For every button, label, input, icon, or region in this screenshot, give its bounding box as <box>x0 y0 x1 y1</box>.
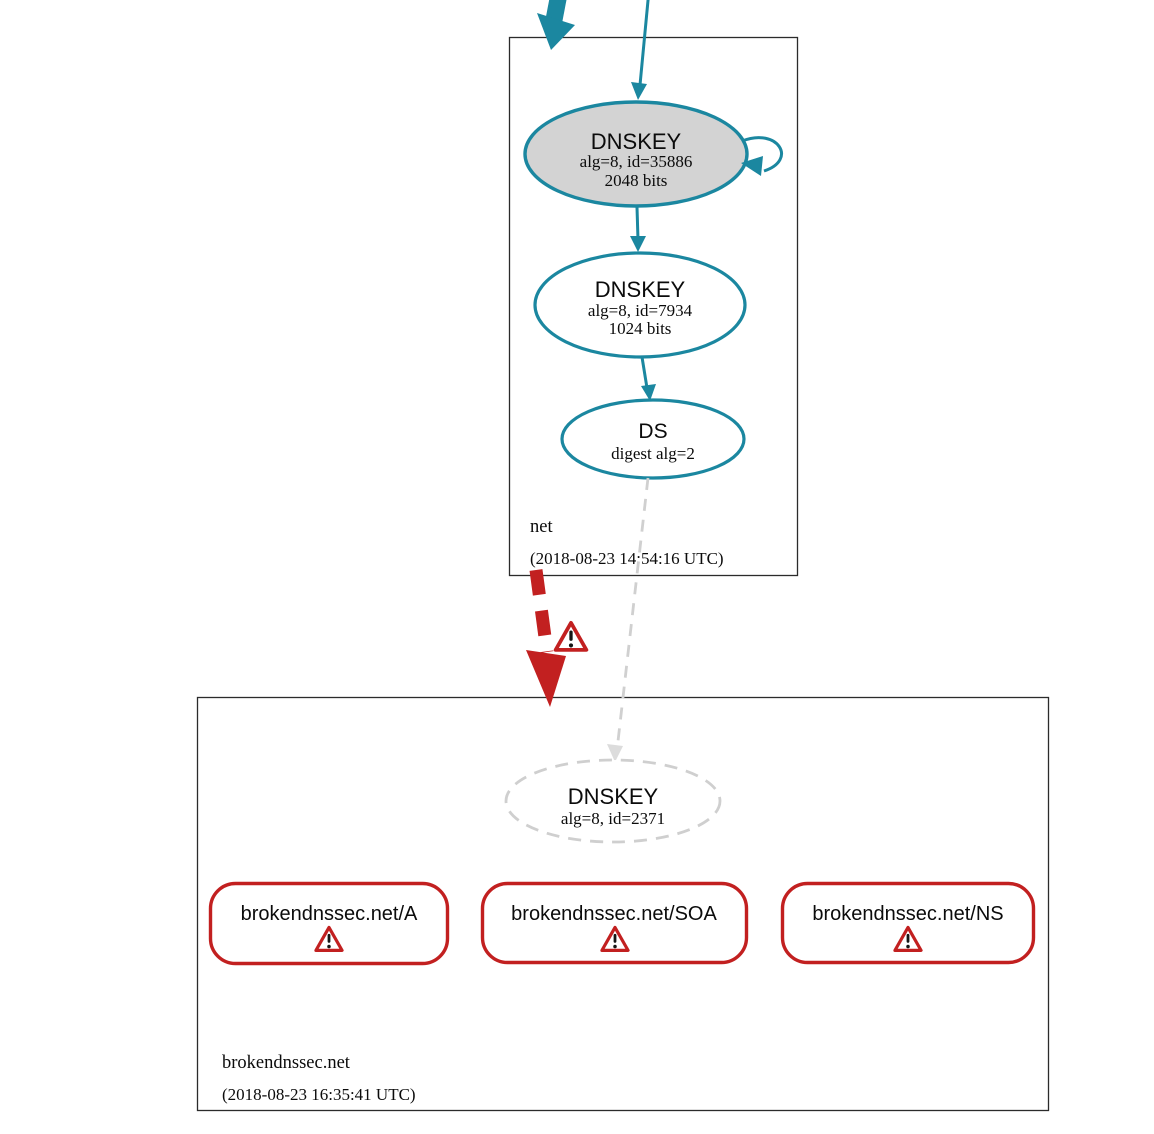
zone-label-net: net <box>530 517 553 537</box>
zsk-detail-bits: 1024 bits <box>608 319 672 338</box>
rrset-a-label: brokendnssec.net/A <box>240 903 418 925</box>
zone-timestamp-brokendnssec: (2018-08-23 16:35:41 UTC) <box>222 1085 416 1104</box>
zsk-title: DNSKEY <box>594 277 686 302</box>
rrset-ns[interactable] <box>783 884 1034 963</box>
ksk-detail-alg: alg=8, id=35886 <box>579 152 693 171</box>
broken-dnskey-title: DNSKEY <box>567 784 659 809</box>
zone-timestamp-net: (2018-08-23 14:54:16 UTC) <box>530 549 724 568</box>
ds-title: DS <box>638 420 668 443</box>
broken-dnskey-detail-alg: alg=8, id=2371 <box>560 809 666 828</box>
ksk-title: DNSKEY <box>590 129 682 154</box>
zone-label-brokendnssec: brokendnssec.net <box>222 1053 350 1073</box>
rrset-soa[interactable] <box>483 884 747 963</box>
ksk-detail-bits: 2048 bits <box>604 171 668 190</box>
rrset-soa-label: brokendnssec.net/SOA <box>511 903 717 925</box>
rrset-a[interactable] <box>211 884 448 964</box>
warning-icon <box>556 623 587 650</box>
zsk-detail-alg: alg=8, id=7934 <box>587 301 693 320</box>
rrset-ns-label: brokendnssec.net/NS <box>812 903 1004 925</box>
ds-detail-digest: digest alg=2 <box>611 444 695 463</box>
